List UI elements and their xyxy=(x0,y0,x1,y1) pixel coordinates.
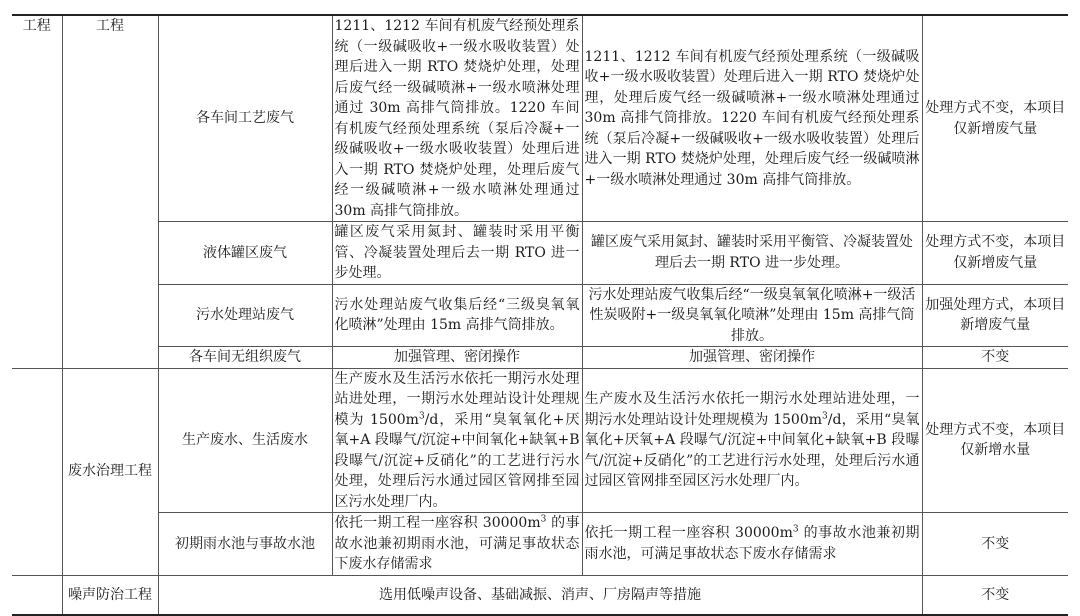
after-measure-text-a: 生产废水及生活污水依托一期污水处理站进处理，一期污水处理站设计处理规模为 1500m xyxy=(584,391,920,428)
before-measure-text-a: 依托一期工程一座容积 30000m xyxy=(334,515,541,531)
before-measure-text-b: /d，采用“臭氧氧化+厌氧+A 段曝气/沉淀+中间氧化+缺氧+B 段曝气/沉淀+反硝化”的工艺进行污水处理，处理后污水通过园区管网排至园区污水处理厂内。 xyxy=(334,411,580,510)
item-cell: 污水处理站废气 xyxy=(158,284,332,347)
table-row xyxy=(12,513,1068,576)
subcategory-cell: 废水治理工程 xyxy=(62,368,158,575)
item-cell: 各车间工艺废气 xyxy=(158,15,332,222)
change-note-cell: 不变 xyxy=(922,513,1068,576)
project-comparison-table xyxy=(12,14,1068,616)
after-measure-cell: 污水处理站废气收集后经“一级臭氧氧化喷淋+一级活性炭吸附+一级臭氧氧化喷淋”处理由 15m 高排气筒排放。 xyxy=(582,284,922,347)
cubic-superscript: 3 xyxy=(822,410,828,421)
item-cell: 生产废水、生活废水 xyxy=(158,368,332,513)
cubic-superscript: 3 xyxy=(792,524,799,535)
before-measure-cell: 加强管理、密闭操作 xyxy=(332,347,582,369)
change-note-cell: 处理方式不变，本项目仅新增废气量 xyxy=(922,222,1068,285)
change-note-cell: 不变 xyxy=(922,347,1068,369)
table-row xyxy=(12,368,1068,513)
before-measure-cell xyxy=(332,513,582,576)
item-cell: 各车间无组织废气 xyxy=(158,347,332,369)
subcategory-cell: 噪声防治工程 xyxy=(62,575,158,615)
table-row xyxy=(12,284,1068,347)
before-measure-cell xyxy=(332,368,582,513)
before-measure-text-a: 生产废水及生活污水依托一期污水处理站进处理，一期污水处理站设计处理规模为 1500m xyxy=(334,370,580,428)
table-row xyxy=(12,222,1068,285)
before-measure-cell: 污水处理站废气收集后经“三级臭氧氧化喷淋”处理由 15m 高排气筒排放。 xyxy=(332,284,582,347)
after-measure-cell: 1211、1212 车间有机废气经预处理系统（一级碱吸收+一级水吸收装置）处理后进入一期 RTO 焚烧炉处理，处理后废气经一级碱喷淋+一级水喷淋处理通过 30m 高排气筒排放。1220 车间有机废气经预处理系统（泵后冷凝+一级碱吸收+一级水吸收装置）处理后进入一期 RTO 焚烧炉处理，处理后废气经一级碱喷淋+一级水喷淋处理通过 30m 高排气筒排放。 xyxy=(582,15,922,222)
item-cell: 初期雨水池与事故水池 xyxy=(158,513,332,576)
change-note-cell: 处理方式不变，本项目仅新增废气量 xyxy=(922,15,1068,222)
after-measure-cell: 罐区废气采用氮封、罐装时采用平衡管、冷凝装置处理后去一期 RTO 进一步处理。 xyxy=(582,222,922,285)
change-note-cell: 不变 xyxy=(922,575,1068,615)
category-cell: 工程 xyxy=(12,15,62,368)
after-measure-text-b: 的事故水池兼初期雨水池，可满足事故状态下废水存储需求 xyxy=(584,525,920,562)
subcategory-cell: 工程 xyxy=(62,15,158,368)
after-measure-cell: 加强管理、密闭操作 xyxy=(582,347,922,369)
change-note-cell: 加强处理方式，本项目新增废气量 xyxy=(922,284,1068,347)
table-row xyxy=(12,15,1068,222)
after-measure-cell xyxy=(582,368,922,513)
before-measure-cell: 1211、1212 车间有机废气经预处理系统（一级碱吸收+一级水吸收装置）处理后进入一期 RTO 焚烧炉处理，处理后废气经一级碱喷淋+一级水喷淋处理通过 30m 高排气筒排放。1220 车间有机废气经预处理系统（泵后冷凝+一级碱吸收+一级水吸收装置）处理后进入一期 RTO 焚烧炉处理，处理后废气经一级碱喷淋+一级水喷淋处理通过 30m 高排气筒排放。 xyxy=(332,15,582,222)
category-cell xyxy=(12,575,62,615)
table-row xyxy=(12,575,1068,615)
category-cell xyxy=(12,368,62,575)
cubic-superscript: 3 xyxy=(418,410,425,421)
before-measure-text-b: 的事故水池兼初期雨水池，可满足事故状态下废水存储需求 xyxy=(334,515,580,572)
before-measure-cell: 罐区废气采用氮封、罐装时采用平衡管、冷凝装置处理后去一期 RTO 进一步处理。 xyxy=(332,222,582,285)
table-row xyxy=(12,347,1068,369)
cubic-superscript: 3 xyxy=(540,514,547,525)
after-measure-cell xyxy=(582,513,922,576)
merged-measure-cell: 选用低噪声设备、基础减振、消声、厂房隔声等措施 xyxy=(158,575,922,615)
after-measure-text-a: 依托一期工程一座容积 30000m xyxy=(584,525,793,542)
item-cell: 液体罐区废气 xyxy=(158,222,332,285)
change-note-cell: 处理方式不变，本项目仅新增水量 xyxy=(922,368,1068,513)
after-measure-text-b: /d，采用“臭氧氧化+厌氧+A 段曝气/沉淀+中间氧化+缺氧+B 段曝气/沉淀+反硝化”的工艺进行污水处理，处理后污水通过园区管网排至园区污水处理厂内。 xyxy=(584,411,920,489)
